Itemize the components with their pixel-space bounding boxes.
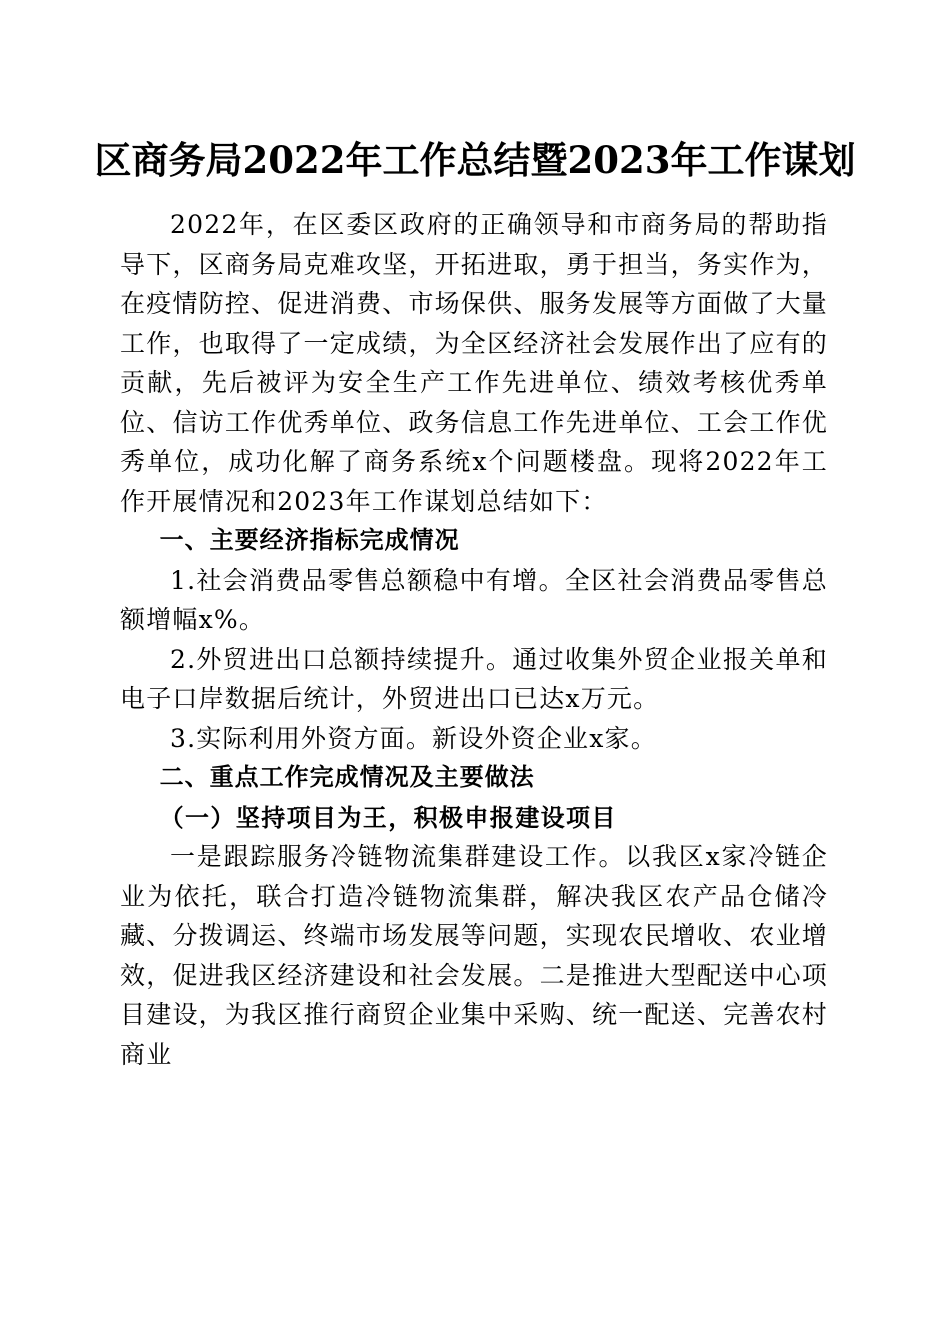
indicator-item-1: 1.社会消费品零售总额稳中有增。全区社会消费品零售总额增幅x%。 [120, 565, 828, 634]
document-title: 区商务局2022年工作总结暨2023年工作谋划 [94, 138, 856, 182]
intro-paragraph: 2022年，在区委区政府的正确领导和市商务局的帮助指导下，区商务局克难攻坚，开拓进取，勇于担当，务实作为，在疫情防控、促进消费、市场保供、服务发展等方面做了大量工作，也取得了一定成绩，为全区经济社会发展作出了应有的贡献，先后被评为安全生产工作先进单位、绩效考核优秀单位、信访工作优秀单位、政务信息工作先进单位、工会工作优秀单位，成功化解了商务系统x个问题楼盘。现将2022年工作开展情况和2023年工作谋划总结如下： [120, 210, 828, 516]
subsection-heading-1: （一）坚持项目为王，积极申报建设项目 [159, 802, 617, 832]
document-body [120, 205, 828, 1074]
indicator-item-2: 2.外贸进出口总额持续提升。通过收集外贸企业报关单和电子口岸数据后统计，外贸进出口已达x万元。 [120, 644, 828, 713]
section-heading-2: 二、重点工作完成情况及主要做法 [159, 763, 535, 791]
projects-paragraph: 一是跟踪服务冷链物流集群建设工作。以我区x家冷链企业为依托，联合打造冷链物流集群，解决我区农产品仓储冷藏、分拨调运、终端市场发展等问题，实现农民增收、农业增效，促进我区经济建设和社会发展。二是推进大型配送中心项目建设，为我区推行商贸企业集中采购、统一配送、完善农村商业 [120, 842, 828, 1069]
indicator-item-3: 3.实际利用外资方面。新设外资企业x家。 [170, 723, 657, 753]
section-heading-1: 一、主要经济指标完成情况 [159, 526, 460, 554]
